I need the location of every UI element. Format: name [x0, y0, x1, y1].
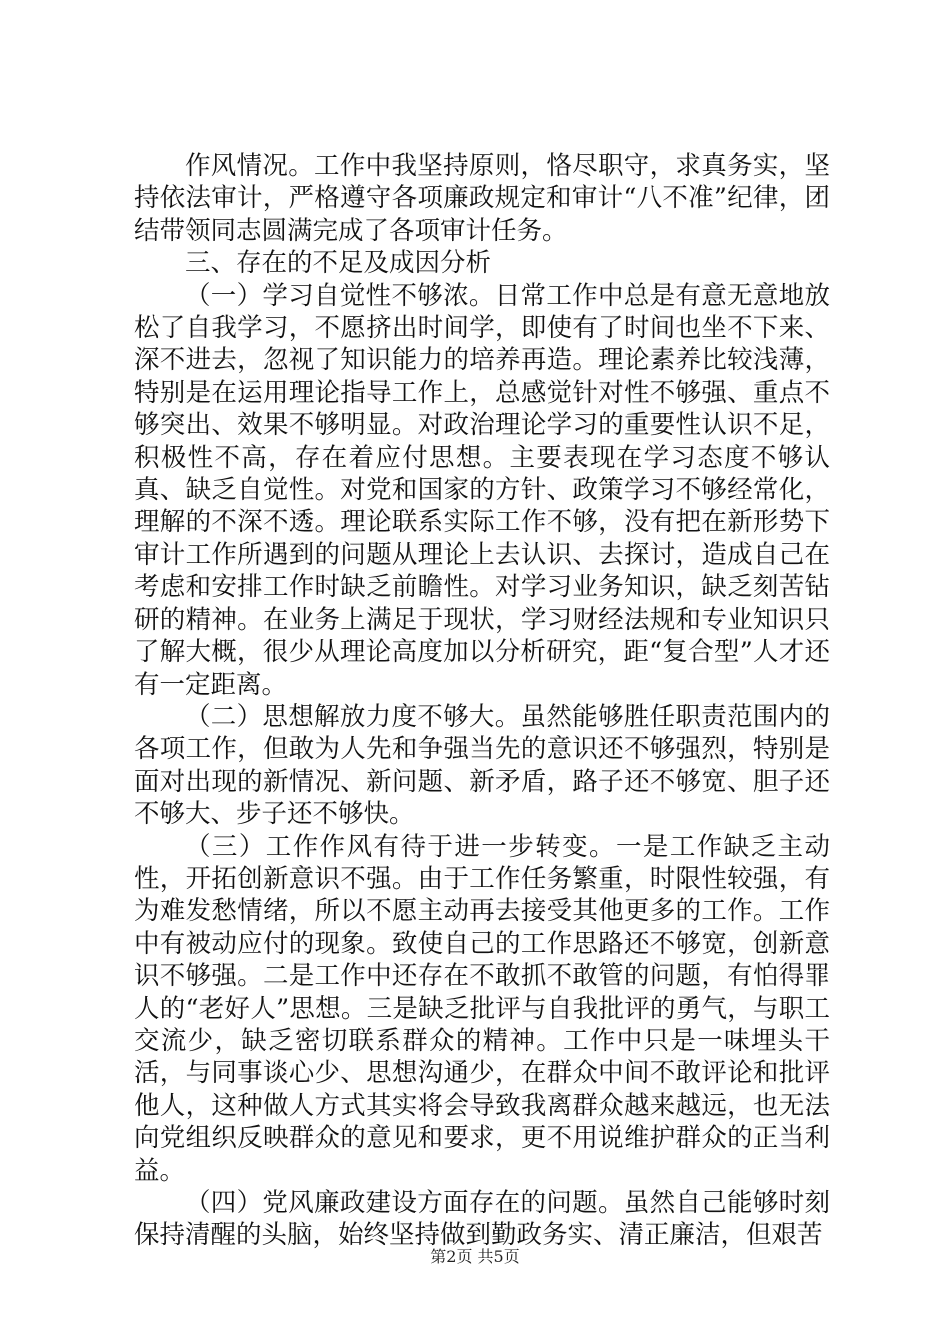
document-body: [134, 150, 830, 1252]
section-heading-shortcomings: 三、存在的不足及成因分析: [185, 248, 492, 279]
paragraph-emancipation: （二）思想解放力度不够大。虽然能够胜任职责范围内的各项工作，但敢为人先和争强当先的意识还不够强烈，特别是面对出现的新情况、新问题、新矛盾，路子还不够宽、胆子还不够大、步子还不够快。: [134, 701, 830, 830]
paragraph-study-awareness: （一）学习自觉性不够浓。日常工作中总是有意无意地放松了自我学习，不愿挤出时间学，即使有了时间也坐不下来、深不进去，忽视了知识能力的培养再造。理论素养比较浅薄，特别是在运用理论指导工作上，总感觉针对性不够强、重点不够突出、效果不够明显。对政治理论学习的重要性认识不足，积极性不高，存在着应付思想。主要表现在学习态度不够认真、缺乏自觉性。对党和国家的方针、政策学习不够经常化，理解的不深不透。理论联系实际工作不够，没有把在新形势下审计工作所遇到的问题从理论上去认识、去探讨，造成自己在考虑和安排工作时缺乏前瞻性。对学习业务知识，缺乏刻苦钻研的精神。在业务上满足于现状，学习财经法规和专业知识只了解大概，很少从理论高度加以分析研究，距“复合型”人才还有一定距离。: [134, 280, 830, 700]
paragraph-work-style-change: （三）工作作风有待于进一步转变。一是工作缺乏主动性，开拓创新意识不强。由于工作任务繁重，时限性较强，有为难发愁情绪，所以不愿主动再去接受其他更多的工作。工作中有被动应付的现象。致使自己的工作思路还不够宽，创新意识不够强。二是工作中还存在不敢抓不敢管的问题，有怕得罪人的“老好人”思想。三是缺乏批评与自我批评的勇气，与职工交流少，缺乏密切联系群众的精神。工作中只是一味埋头干活，与同事谈心少、思想沟通少，在群众中间不敢评论和批评他人，这种做人方式其实将会导致我离群众越来越远，也无法向党组织反映群众的意见和要求，更不用说维护群众的正当利益。: [134, 831, 830, 1186]
paragraph-work-style: 作风情况。工作中我坚持原则，恪尽职守，求真务实，坚持依法审计，严格遵守各项廉政规定和审计“八不准”纪律，团结带领同志圆满完成了各项审计任务。: [134, 151, 830, 246]
paragraph-integrity: （四）党风廉政建设方面存在的问题。虽然自己能够时刻保持清醒的头脑，始终坚持做到勤政务实、清正廉洁，但艰苦: [134, 1188, 830, 1251]
page-number-footer: 第2页 共5页: [430, 1247, 520, 1266]
